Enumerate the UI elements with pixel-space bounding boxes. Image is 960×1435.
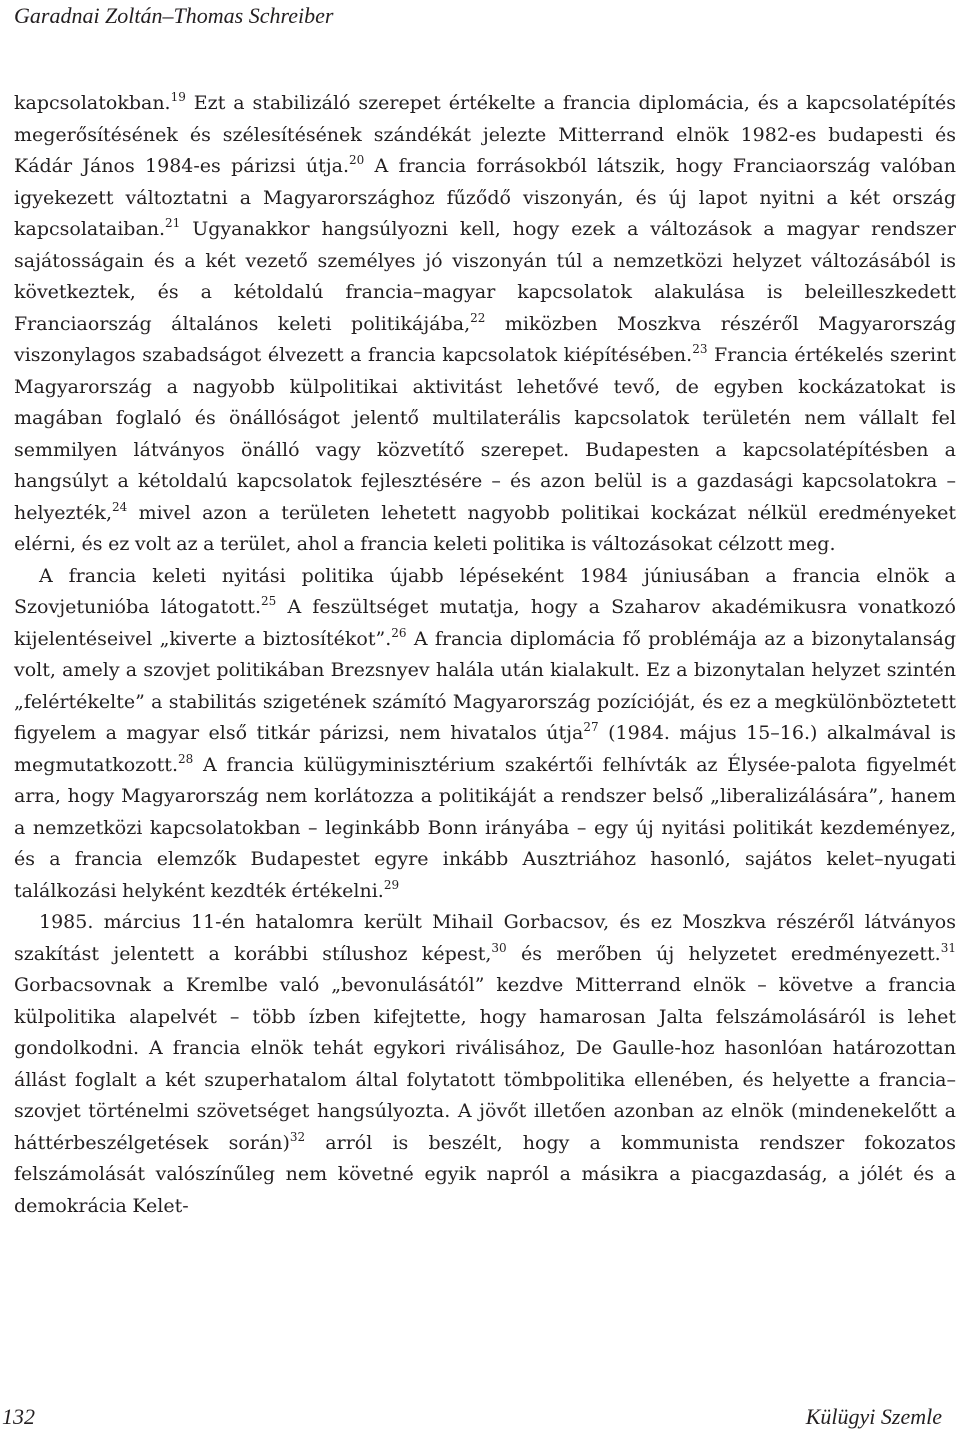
text-run: Ezt a stabilizáló szerepet értékelte a francia diplomácia, és a kapcsolatépítés megerősítésének és szélesítésének szándékát jelezte Mitterrand elnök 1982-es budapesti és Kádár János 1984-es párizsi útja. bbox=[14, 92, 956, 177]
journal-name: Külügyi Szemle bbox=[805, 1404, 942, 1429]
text-run: miközben Moszkva részéről Magyarország viszonylagos szabadságot élvezett a francia kapcsolatok kiépítésében. bbox=[14, 312, 956, 366]
text-run: A feszültséget mutatja, hogy a Szaharov akadémikusra vonatkozó kijelentéseivel „kiverte a biztosítékot”. bbox=[14, 596, 956, 650]
paragraph bbox=[14, 88, 956, 561]
text-run: A francia külügyminisztérium szakértői felhívták az Élysée-palota figyelmét arra, hogy Magyarország nem korlátozza a politikáját a rendszer belső „liberalizálására”, hanem a nemzetközi kapcsolatokban – leginkább Bonn irányába – egy új nyitási politikát kezdeményez, és a francia elemzők Budapestet egyre inkább Ausztriához hasonló, sajátos kelet–nyugati találkozási helyként kezdték értékelni. bbox=[14, 753, 956, 902]
footnote-marker: 28 bbox=[178, 751, 194, 766]
text-run: arról is beszélt, hogy a kommunista rendszer fokozatos felszámolását valószínűleg nem követné egyik napról a másikra a piacgazdaság, a jólét és a demokrácia Kelet- bbox=[14, 1131, 956, 1217]
text-run: Ugyanakkor hangsúlyozni kell, hogy ezek a változások a magyar rendszer sajátosságain és a két vezető személyes jó viszonyán túl a nemzetközi helyzet változásából is következtek, és a kétoldalú francia–magyar kapcsolatok alakulása is beleilleszkedett Franciaország általános keleti politikájába, bbox=[14, 218, 956, 335]
footnote-marker: 21 bbox=[165, 216, 181, 230]
text-run: (1984. május 15–16.) alkalmával is megmutatkozott. bbox=[14, 722, 956, 776]
body-text bbox=[14, 88, 956, 1222]
footnote-marker: 19 bbox=[170, 90, 186, 104]
paragraph bbox=[14, 907, 956, 1222]
footnote-marker: 26 bbox=[391, 625, 407, 640]
text-run: 1985. március 11-én hatalomra került Mihail Gorbacsov, és ez Moszkva részéről látványos szakítást jelentett a korábbi stílushoz képest, bbox=[14, 911, 956, 965]
text-run: Gorbacsovnak a Kremlbe való „bevonulásától” kezdve Mitterrand elnök – követve a francia külpolitika alapelvét – több ízben kifejtette, hogy hamarosan Jalta felszámolásáról is lehet gondolkodni. A francia elnök tehát egykori riválisához, De Gaulle-hoz hasonlóan határozottan állást foglalt a két szuperhatalom által folytatott tömbpolitika ellenében, és helyette a francia–szovjet történelmi szövetséget hangsúlyozta. A jövőt illetően azonban az elnök (mindenekelőtt a háttérbeszélgetések során) bbox=[14, 974, 956, 1154]
footnote-marker: 23 bbox=[692, 342, 708, 356]
footnote-marker: 29 bbox=[383, 877, 400, 892]
footnote-marker: 30 bbox=[491, 940, 507, 955]
text-run: A francia keleti nyitási politika újabb lépéseként 1984 júniusában a francia elnök a Szovjetunióba látogatott. bbox=[14, 564, 956, 618]
text-run: kapcsolatokban. bbox=[14, 92, 171, 114]
footnote-marker: 20 bbox=[348, 153, 365, 167]
footnote-marker: 25 bbox=[260, 594, 277, 608]
footnote-marker: 27 bbox=[583, 720, 599, 734]
footnote-marker: 31 bbox=[940, 940, 956, 955]
footnote-marker: 22 bbox=[470, 310, 486, 325]
text-run: A francia diplomácia fő problémája az a bizonytalanság volt, amely a szovjet politikában Brezsnyev halála után kialakult. Ez a bizonytalan helyzet szintén „felértékelte” a stabilitás szigetének számító Magyarország pozícióját, és ez a megkülönböztetett figyelem a magyar első titkár párizsi, nem hivatalos útja bbox=[14, 627, 956, 744]
text-run: Francia értékelés szerint Magyarország a nagyobb külpolitikai aktivitást lehetővé tevő, de egyben kockázatokat is magában foglaló és önállóságot jelentő multilaterális kapcsolatok területén nem vállalt fel semmilyen látványos önálló vagy közvetítő szerepet. Budapesten a kapcsolatépítésben a hangsúlyt a kétoldalú kapcsolatok fejlesztésére – és azon belül is a gazdasági kapcsolatokra – helyezték, bbox=[14, 344, 956, 524]
text-run: és merőben új helyzetet eredményezett. bbox=[506, 942, 941, 965]
text-run: A francia forrásokból látszik, hogy Franciaország valóban igyekezett változtatni a Magyarországhoz fűződő viszonyán, és új lapot nyitni a két ország kapcsolataiban. bbox=[14, 155, 956, 240]
page-number: 132 bbox=[2, 1404, 35, 1429]
text-run: mivel azon a területen lehetett nagyobb politikai kockázat nélkül eredményeket elérni, és ez volt az a terület, ahol a francia keleti politika is változásokat célzott meg. bbox=[14, 501, 956, 555]
footnote-marker: 32 bbox=[289, 1129, 306, 1144]
footnote-marker: 24 bbox=[111, 499, 128, 514]
running-footer bbox=[0, 1403, 960, 1433]
running-header-title: Garadnai Zoltán–Thomas Schreiber bbox=[14, 3, 334, 28]
paragraph bbox=[14, 561, 956, 908]
